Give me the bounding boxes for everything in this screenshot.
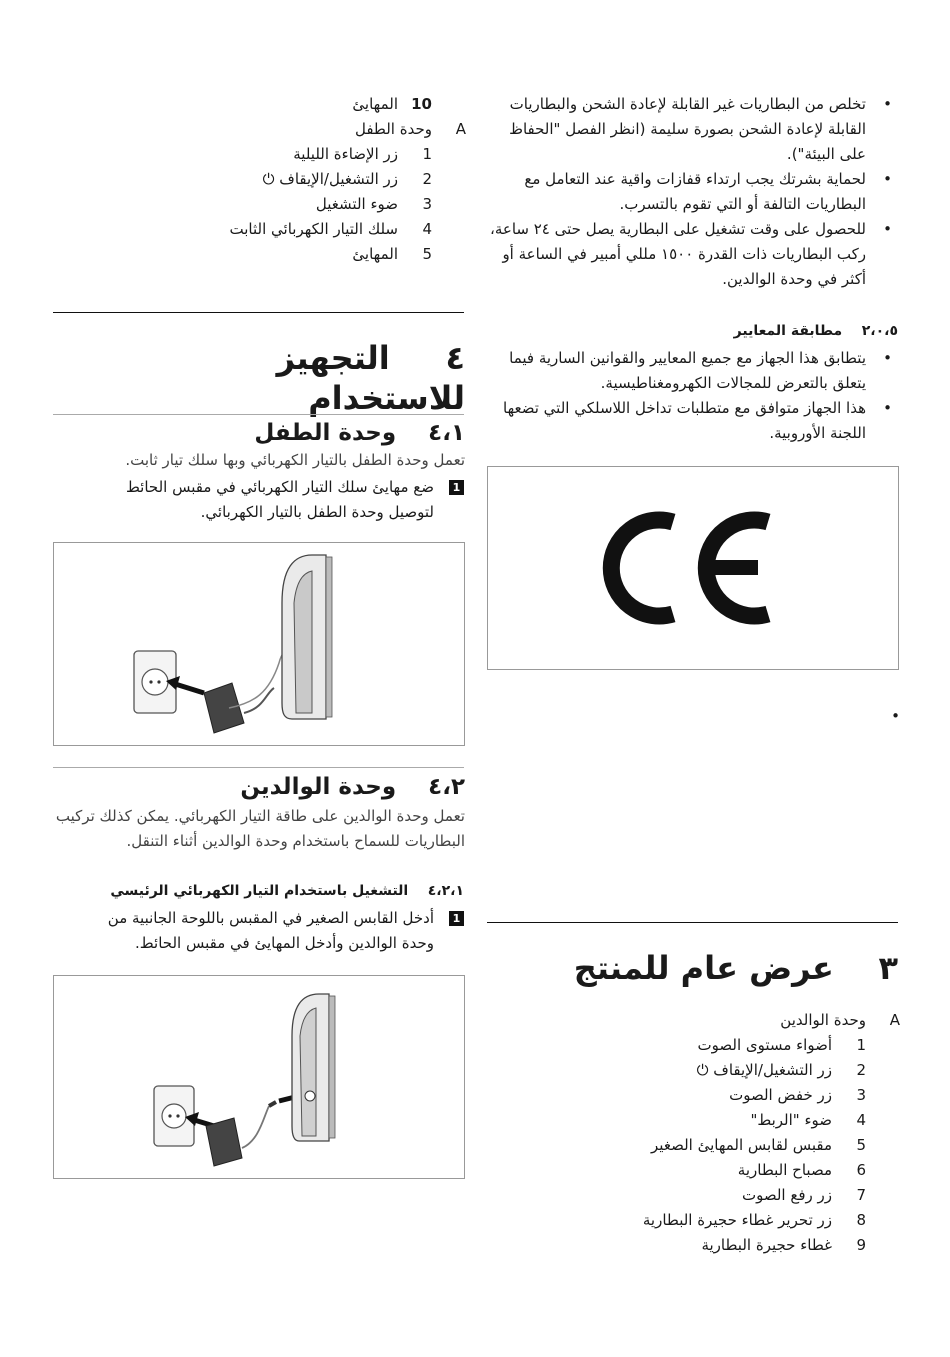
section421-step: [80, 906, 464, 956]
group-letter: A: [889, 1011, 900, 1029]
bullet-dot: •: [883, 220, 892, 238]
section4-number: ٤: [445, 339, 465, 377]
list-item: 5 المهايئ: [352, 245, 432, 263]
bullet-text: لحماية بشرتك يجب ارتداء قفازات واقية عند التعامل مع البطاريات التالفة أو التي تقوم بالتسرب.: [524, 170, 866, 213]
section3-rule: [487, 922, 898, 923]
baby-unit-list: [180, 92, 432, 117]
step-number-box: 1: [449, 480, 464, 495]
trailing-bullet: •: [891, 707, 900, 725]
section42-intro: تعمل وحدة الوالدين على طاقة التيار الكهربائي. يمكن كذلك تركيب البطاريات للسماح باستخدام وحدة الوالدين أثناء التنقل.: [55, 807, 465, 850]
section42-title: وحدة الوالدين: [240, 774, 397, 800]
section3-heading: [560, 948, 898, 988]
section42-rule: [53, 767, 464, 768]
step-text: ضع مهايئ سلك التيار الكهربائي في مقبس الحائط لتوصيل وحدة الطفل بالتيار الكهربائي.: [125, 478, 434, 521]
battery-bullets: [488, 92, 898, 292]
parent-unit-illustration: [53, 975, 465, 1179]
section41-rule: [53, 414, 464, 415]
bullet-item: [488, 217, 898, 292]
bullet-dot: •: [883, 349, 892, 367]
list-item: 3 ضوء التشغيل: [315, 195, 432, 213]
group-label: وحدة الطفل: [354, 120, 432, 138]
compliance-number: ٢،٠،٥: [861, 323, 898, 339]
section421-title: التشغيل باستخدام التيار الكهربائي الرئيسي: [110, 883, 409, 899]
list-item: 4 سلك التيار الكهربائي الثابت: [229, 220, 432, 238]
group-letter: A: [455, 120, 466, 138]
list-item: 8 زر تحرير غطاء حجيرة البطارية: [642, 1211, 866, 1229]
ce-mark-logo: [488, 467, 898, 669]
bullet-text: تخلص من البطاريات غير القابلة لإعادة الشحن والبطاريات القابلة لإعادة الشحن بصورة سليمة (انظر الفصل "الحفاظ على البيئة").: [509, 95, 866, 163]
bullet-dot: •: [883, 95, 892, 113]
section42-number: ٤،٢: [428, 774, 465, 800]
list-item: 2 زر التشغيل/الإيقاف ⏻: [262, 170, 432, 188]
list-item: 7 زر رفع الصوت: [741, 1186, 866, 1204]
section41-step: [80, 475, 464, 525]
bullet-text: للحصول على وقت تشغيل على البطارية يصل حتى ٢٤ ساعة، ركب البطاريات ذات القدرة ١٥٠٠ مللي أمبير في الساعة أو أكثر في وحدة الوالدين.: [490, 220, 866, 288]
baby-unit-plug-drawing: [54, 543, 464, 745]
bullet-item: [488, 167, 898, 217]
ce-mark-frame: [487, 466, 899, 670]
section41-heading: [200, 418, 465, 448]
section41-intro: تعمل وحدة الطفل بالتيار الكهربائي وبها سلك تيار ثابت.: [125, 451, 465, 469]
bullet-text: هذا الجهاز متوافق مع متطلبات تداخل اللاسلكي التي تضعها اللجنة الأوروبية.: [503, 399, 866, 442]
list-item: 1 أضواء مستوى الصوت: [697, 1036, 866, 1054]
section421-number: ٤،٢،١: [427, 883, 464, 899]
compliance-heading: [600, 320, 898, 342]
baby-unit-illustration: [53, 542, 465, 746]
list-group-row: [560, 1008, 900, 1033]
product-overview-list: [560, 1008, 900, 1258]
bullet-item: [488, 92, 898, 167]
bullet-text: يتطابق هذا الجهاز مع جميع المعايير والقوانين السارية فيما يتعلق بالتعرض للمجالات الكهرومغناطيسية.: [509, 349, 866, 392]
list-item: 1 زر الإضاءة الليلية: [293, 145, 432, 163]
section421-heading: [60, 880, 464, 902]
section41-title: وحدة الطفل: [254, 420, 397, 446]
bullet-dot: •: [883, 399, 892, 417]
list-item: 2 زر التشغيل/الإيقاف ⏻: [696, 1061, 866, 1079]
section42-heading: [200, 772, 465, 802]
list-item: 3 زر خفض الصوت: [729, 1086, 866, 1104]
baby-unit-group: [180, 117, 466, 267]
list-item: 10 المهايئ: [352, 95, 432, 113]
step-number-box: 1: [449, 911, 464, 926]
list-item: 4 ضوء "الربط": [750, 1111, 866, 1129]
list-item: 9 غطاء حجيرة البطارية: [701, 1236, 866, 1254]
list-group-row: [180, 117, 466, 142]
bullet-item: [488, 346, 898, 396]
parent-unit-plug-drawing: [54, 976, 464, 1178]
bullet-item: [488, 396, 898, 446]
sublist: [560, 1033, 900, 1258]
list-item: 5 مقبس لقابس المهايئ الصغير: [651, 1136, 866, 1154]
sublist: [180, 142, 466, 267]
compliance-bullets: [488, 346, 898, 446]
compliance-title: مطابقة المعايير: [733, 323, 843, 339]
section4-title: التجهيز للاستخدام: [276, 339, 465, 417]
group-label: وحدة الوالدين: [780, 1011, 866, 1029]
section3-number: ٣: [878, 949, 898, 987]
list-item: 6 مصباح البطارية: [737, 1161, 866, 1179]
section4-rule: [53, 312, 464, 313]
section3-title: عرض عام للمنتج: [573, 949, 834, 987]
step-text: أدخل القابس الصغير في المقبس باللوحة الجانبية من وحدة الوالدين وأدخل المهايئ في مقبس الحائط.: [107, 909, 434, 952]
section4-heading: [120, 338, 465, 418]
bullet-dot: •: [883, 170, 892, 188]
section41-number: ٤،١: [428, 420, 465, 446]
